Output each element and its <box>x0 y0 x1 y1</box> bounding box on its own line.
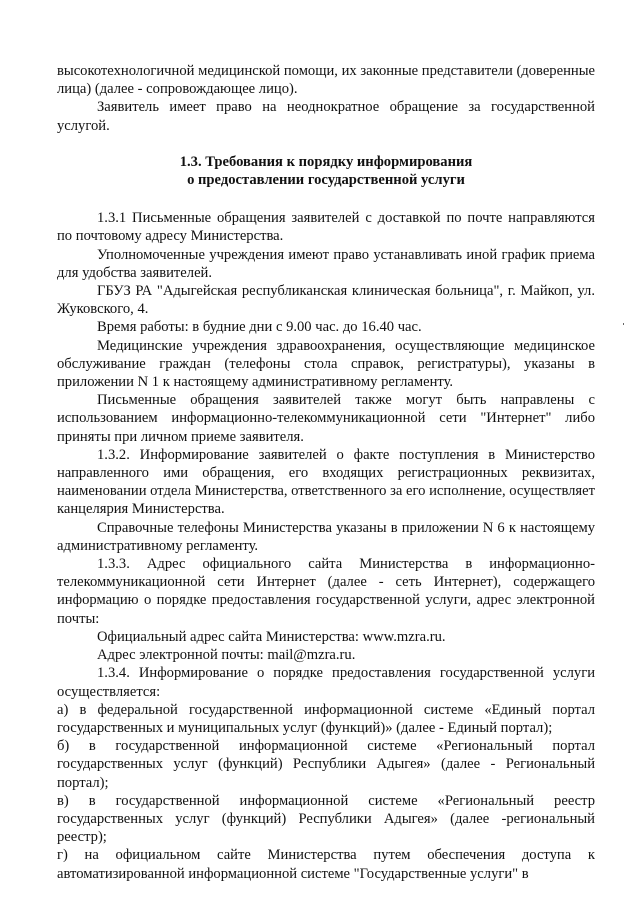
website-address-line: Официальный адрес сайта Министерства: www.mzra.ru. <box>97 628 446 645</box>
paragraph: Письменные обращения заявителей также могут быть направлены с использованием информационно-телекоммуникационной сети "Интернет" либо приняты при личном приеме заявителя. <box>57 392 595 445</box>
paragraph: Справочные телефоны Министерства указаны в приложении N 6 к настоящему административному регламенту. <box>57 519 595 554</box>
paragraph: высокотехнологичной медицинской помощи, их законные представители (доверенные лица) (далее - сопровождающее лицо). <box>57 63 595 98</box>
paragraph: 1.3.3. Адрес официального сайта Министерства в информационно-телекоммуникационной сети Интернет (далее - сеть Интернет), содержащего информацию о порядке предоставления государственной услуги, адрес электронной почты: <box>57 556 595 627</box>
scan-speck <box>623 323 624 325</box>
email-address-line: Адрес электронной почты: mail@mzra.ru. <box>97 647 356 664</box>
document-body <box>57 62 595 883</box>
section-heading-line-1: 1.3. Требования к порядку информирования <box>179 153 473 170</box>
paragraph: 1.3.4. Информирование о порядке предоставления государственной услуги осуществляется: <box>57 665 595 700</box>
paragraph: Уполномоченные учреждения имеют право устанавливать иной график приема для удобства заявителей. <box>57 246 595 281</box>
paragraph: Время работы: в будние дни с 9.00 час. до 16.40 час. <box>97 319 422 336</box>
list-item: в) в государственной информационной системе «Региональный реестр государственных услуг (функций) Республики Адыгея» (далее -региональный реестр); <box>57 792 595 846</box>
list-item: б) в государственной информационной системе «Региональный портал государственных услуг (функций) Республики Адыгея» (далее - Региональный портал); <box>57 738 595 791</box>
list-item: г) на официальном сайте Министерства путем обеспечения доступа к автоматизированной информационной системе "Государственные услуги" в <box>57 847 595 882</box>
paragraph: 1.3.1 Письменные обращения заявителей с доставкой по почте направляются по почтовому адресу Министерства. <box>57 210 595 245</box>
section-heading-line-2: о предоставлении государственной услуги <box>187 172 465 189</box>
paragraph: 1.3.2. Информирование заявителей о факте поступления в Министерство направленного ими обращения, его входящих регистрационных реквизитах, наименовании отдела Министерства, ответственного за его исполнение, осуществляет канцелярия Министерства. <box>57 446 595 518</box>
paragraph: ГБУЗ РА "Адыгейская республиканская клиническая больница", г. Майкоп, ул. Жуковского, 4. <box>57 283 595 318</box>
paragraph: Заявитель имеет право на неоднократное обращение за государственной услугой. <box>57 99 595 134</box>
paragraph: Медицинские учреждения здравоохранения, осуществляющие медицинское обслуживание граждан (телефоны стола справок, регистратуры), указаны в приложении N 1 к настоящему административному регламенту. <box>57 337 595 391</box>
list-item: а) в федеральной государственной информационной системе «Единый портал государственных и муниципальных услуг (функций)» (далее - Единый портал); <box>57 701 595 736</box>
